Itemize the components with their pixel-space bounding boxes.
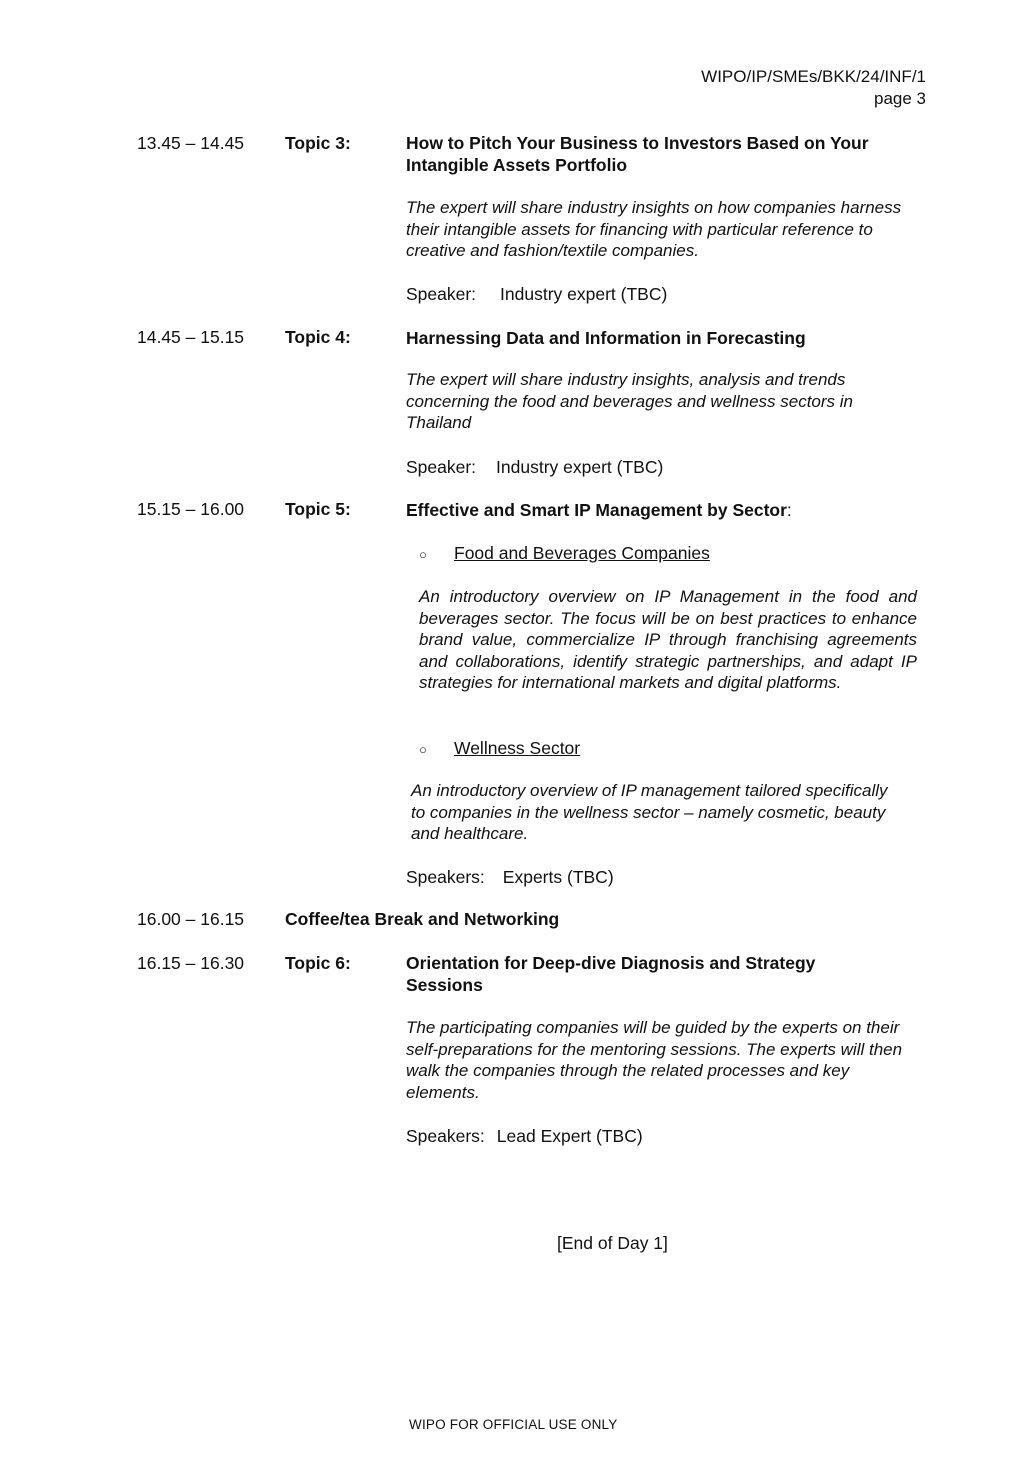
document-reference: WIPO/IP/SMEs/BKK/24/INF/1 [701, 67, 926, 86]
end-of-day-marker: [End of Day 1] [557, 1233, 668, 1253]
session-speaker [406, 867, 614, 888]
session-title: Harnessing Data and Information in Forecasting [406, 328, 806, 348]
bullet-icon: ○ [419, 547, 427, 562]
session-title: How to Pitch Your Business to Investors Based on Your Intangible Assets Portfolio [406, 133, 869, 175]
page-footer: WIPO FOR OFFICIAL USE ONLY [409, 1417, 618, 1432]
session-title: Orientation for Deep-dive Diagnosis and Strategy Sessions [406, 953, 816, 995]
speaker-value: Experts (TBC) [502, 867, 614, 887]
session-topic-label: Topic 6: [285, 953, 351, 973]
subsection-heading: Food and Beverages Companies [454, 543, 710, 563]
session-topic-label: Topic 4: [285, 327, 351, 347]
speaker-label: Speakers: [406, 867, 485, 887]
session-title [406, 499, 921, 521]
session-topic-label: Topic 5: [285, 499, 351, 519]
session-description: The expert will share industry insights, analysis and trends concerning the food and beverages and wellness sectors in Thailand [406, 370, 854, 432]
session-time: 16.15 – 16.30 [137, 953, 245, 973]
session-topic-label: Topic 3: [285, 133, 351, 153]
speaker-value: Industry expert (TBC) [500, 284, 668, 304]
speaker-value: Industry expert (TBC) [496, 457, 664, 477]
session-speaker [406, 284, 667, 305]
bullet-icon: ○ [419, 742, 427, 757]
document-header [701, 66, 926, 110]
session-time: 16.00 – 16.15 [137, 909, 245, 929]
session-time: 15.15 – 16.00 [137, 499, 245, 519]
session-speaker [406, 457, 663, 478]
subsection-description: An introductory overview on IP Management in the food and beverages sector. The focus will be on best practices to enhance brand value, commercialize IP through franchising agreements and collaborations, identify strategic partnerships, and adapt IP strategies for international markets and digital platforms. [419, 587, 917, 692]
speaker-label: Speakers: [406, 1126, 485, 1146]
session-time: 14.45 – 15.15 [137, 327, 245, 347]
subsection-description: An introductory overview of IP management tailored specifically to companies in the wellness sector – namely cosmetic, beauty and healthcare. [411, 781, 888, 843]
speaker-label: Speaker: [406, 284, 477, 304]
session-time: 13.45 – 14.45 [137, 133, 245, 153]
break-title: Coffee/tea Break and Networking [285, 909, 560, 929]
session-description: The participating companies will be guided by the experts on their self-preparations for the mentoring sessions. The experts will then walk the companies through the related processes and key elements. [406, 1018, 903, 1102]
session-title-suffix: : [786, 500, 792, 520]
session-speaker [406, 1126, 643, 1147]
subsection-heading: Wellness Sector [454, 738, 581, 758]
speaker-value: Lead Expert (TBC) [496, 1126, 643, 1146]
speaker-label: Speaker: [406, 457, 477, 477]
session-title-text: Effective and Smart IP Management by Sector [406, 500, 787, 520]
page-number: page 3 [874, 89, 926, 108]
session-description: The expert will share industry insights on how companies harness their intangible assets for financing with particular reference to creative and fashion/textile companies. [406, 198, 902, 260]
